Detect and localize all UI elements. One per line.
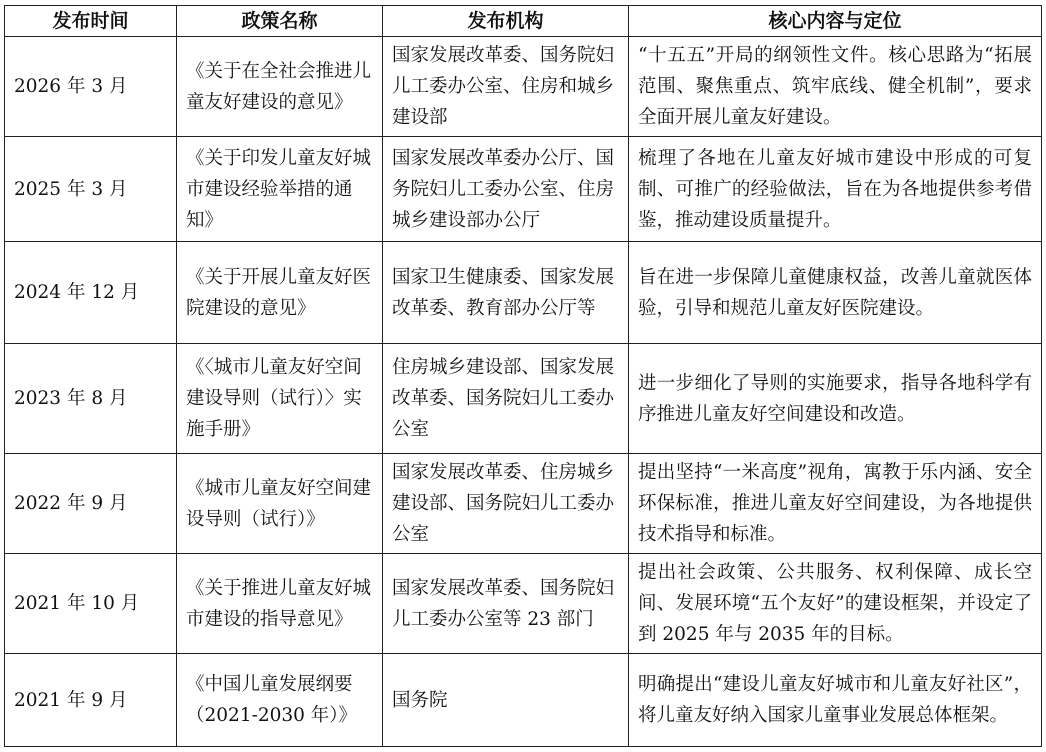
cell-policy-name: 《〈城市儿童友好空间建设导则（试行）〉实施手册》 — [177, 344, 383, 454]
table-row — [5, 454, 1042, 554]
cell-issuing-org: 国家发展改革委、国务院妇儿工委办公室、住房和城乡建设部 — [383, 37, 629, 137]
cell-date: 2023 年 8 月 — [5, 344, 177, 454]
cell-policy-name: 《关于印发儿童友好城市建设经验举措的通知》 — [177, 137, 383, 242]
cell-issuing-org: 国家发展改革委办公厅、国务院妇儿工委办公室、住房城乡建设部办公厅 — [383, 137, 629, 242]
table-row — [5, 554, 1042, 654]
table-header-row — [5, 6, 1042, 37]
header-issuing-org: 发布机构 — [383, 6, 629, 37]
cell-policy-name: 《城市儿童友好空间建设导则（试行）》 — [177, 454, 383, 554]
cell-core-content: 进一步细化了导则的实施要求，指导各地科学有序推进儿童友好空间建设和改造。 — [629, 344, 1042, 454]
cell-policy-name: 《关于开展儿童友好医院建设的意见》 — [177, 242, 383, 344]
cell-core-content: “十五五”开局的纲领性文件。核心思路为“拓展范围、聚焦重点、筑牢底线、健全机制”，要求全面开展儿童友好建设。 — [629, 37, 1042, 137]
cell-date: 2024 年 12 月 — [5, 242, 177, 344]
header-policy-name: 政策名称 — [177, 6, 383, 37]
table-row — [5, 344, 1042, 454]
cell-date: 2021 年 9 月 — [5, 654, 177, 747]
cell-issuing-org: 住房城乡建设部、国家发展改革委、国务院妇儿工委办公室 — [383, 344, 629, 454]
cell-date: 2026 年 3 月 — [5, 37, 177, 137]
cell-date: 2025 年 3 月 — [5, 137, 177, 242]
header-core-content: 核心内容与定位 — [629, 6, 1042, 37]
table-row — [5, 654, 1042, 747]
header-date: 发布时间 — [5, 6, 177, 37]
cell-issuing-org: 国家卫生健康委、国家发展改革委、教育部办公厅等 — [383, 242, 629, 344]
cell-core-content: 提出坚持“一米高度”视角，寓教于乐内涵、安全环保标准，推进儿童友好空间建设，为各地提供技术指导和标准。 — [629, 454, 1042, 554]
cell-policy-name: 《关于在全社会推进儿童友好建设的意见》 — [177, 37, 383, 137]
cell-core-content: 提出社会政策、公共服务、权利保障、成长空间、发展环境“五个友好”的建设框架，并设定了到 2025 年与 2035 年的目标。 — [629, 554, 1042, 654]
table-row — [5, 137, 1042, 242]
cell-date: 2022 年 9 月 — [5, 454, 177, 554]
table-row — [5, 242, 1042, 344]
policy-table — [4, 5, 1042, 747]
cell-policy-name: 《中国儿童发展纲要（2021-2030 年）》 — [177, 654, 383, 747]
cell-issuing-org: 国务院 — [383, 654, 629, 747]
cell-date: 2021 年 10 月 — [5, 554, 177, 654]
cell-core-content: 明确提出“建设儿童友好城市和儿童友好社区”，将儿童友好纳入国家儿童事业发展总体框架。 — [629, 654, 1042, 747]
cell-core-content: 梳理了各地在儿童友好城市建设中形成的可复制、可推广的经验做法，旨在为各地提供参考借鉴，推动建设质量提升。 — [629, 137, 1042, 242]
cell-issuing-org: 国家发展改革委、国务院妇儿工委办公室等 23 部门 — [383, 554, 629, 654]
cell-core-content: 旨在进一步保障儿童健康权益，改善儿童就医体验，引导和规范儿童友好医院建设。 — [629, 242, 1042, 344]
cell-issuing-org: 国家发展改革委、住房城乡建设部、国务院妇儿工委办公室 — [383, 454, 629, 554]
cell-policy-name: 《关于推进儿童友好城市建设的指导意见》 — [177, 554, 383, 654]
table-row — [5, 37, 1042, 137]
